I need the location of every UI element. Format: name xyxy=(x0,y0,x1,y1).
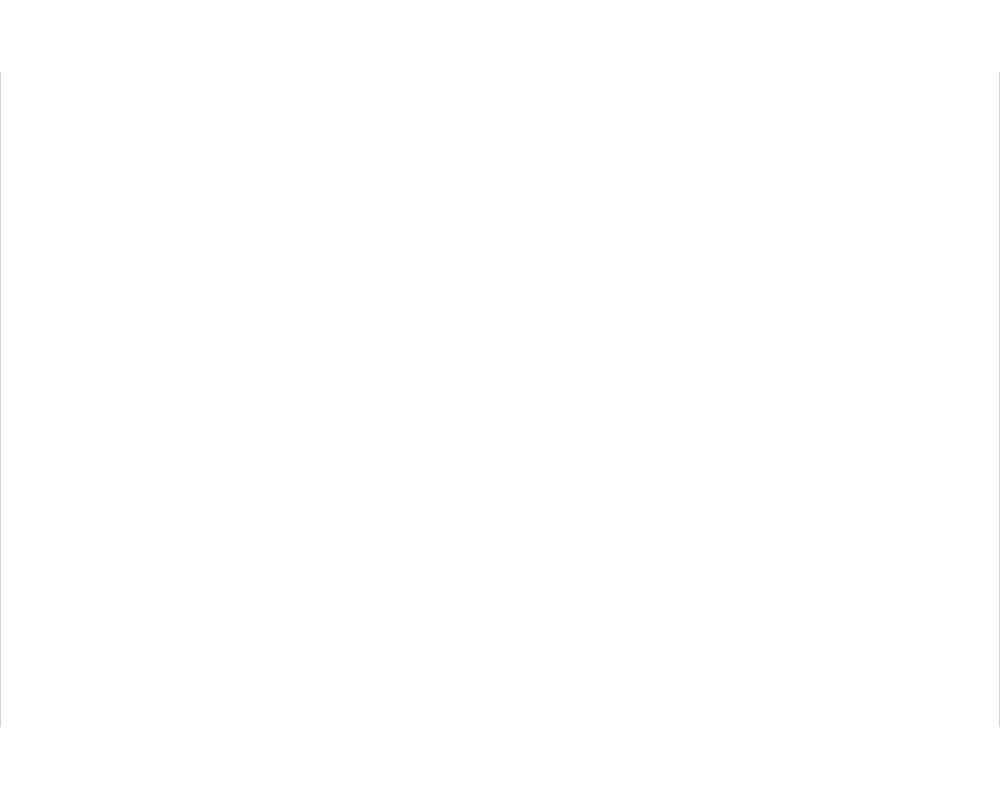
body-column-left xyxy=(588,213,776,703)
body-column-left xyxy=(90,213,278,703)
left-page-edge xyxy=(0,72,1,727)
body-column-right xyxy=(789,213,977,703)
body-column-right xyxy=(289,213,477,703)
